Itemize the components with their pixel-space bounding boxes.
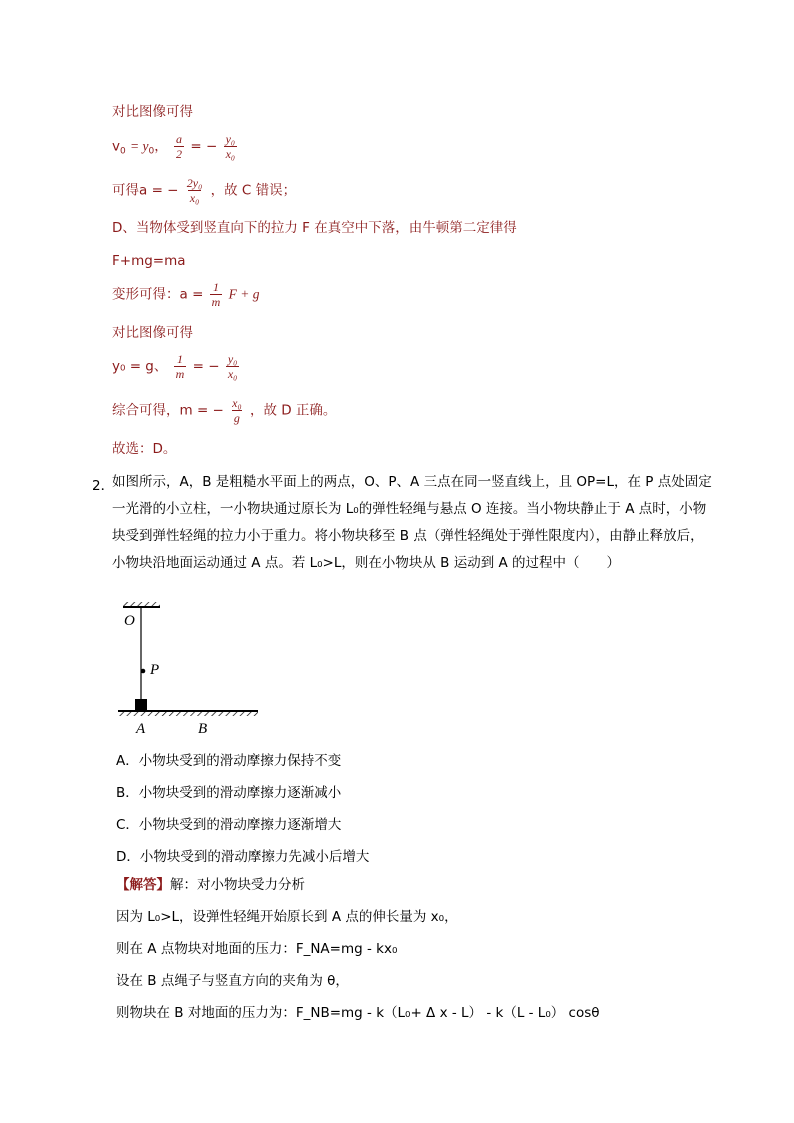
- solution-line-10: 故选：D。: [112, 441, 177, 457]
- equals: = −: [190, 138, 218, 155]
- numerator: x₀: [232, 396, 242, 410]
- fraction-a-over-2: [174, 132, 184, 161]
- solution-line-6: [112, 280, 260, 309]
- fraction-2y0-over-x0: [185, 176, 205, 205]
- solution-line-7: 对比图像可得: [112, 325, 193, 341]
- solution-line-5: F+mg=ma: [112, 253, 186, 269]
- solution-line-8: [112, 352, 241, 381]
- subscript: 0: [120, 146, 126, 157]
- numerator: 1: [213, 280, 219, 294]
- small-block: [135, 699, 147, 711]
- numerator: 2y₀: [186, 176, 203, 190]
- numerator: y₀: [225, 132, 236, 146]
- denominator: 2: [176, 147, 183, 161]
- text: 可得a = −: [112, 182, 179, 199]
- question-number: 2．: [92, 478, 115, 494]
- label-o: O: [124, 613, 135, 629]
- answer-line-4: 设在 B 点绳子与竖直方向的夹角为 θ，: [116, 973, 349, 989]
- answer-line-5: 则物块在 B 对地面的压力为：F_NB=mg - k（L₀+ Δ x - L） - k（L - L₀） cosθ: [116, 1005, 600, 1021]
- solution-line-4: D、当物体受到竖直向下的拉力 F 在真空中下落，由牛顿第二定律得: [112, 220, 517, 236]
- denominator: m: [211, 295, 221, 309]
- solution-line-9: [112, 396, 336, 425]
- text: y₀ = g、: [112, 358, 168, 375]
- label-p: P: [150, 662, 160, 678]
- text: ，故 D 正确。: [249, 402, 337, 419]
- denominator: m: [175, 367, 185, 381]
- subscript: 0: [148, 146, 155, 157]
- fraction-1-over-m: [174, 352, 187, 381]
- denominator: x₀: [227, 367, 238, 381]
- numerator: y₀: [227, 352, 238, 366]
- separator: ，: [154, 138, 168, 155]
- ground-hatch: [118, 711, 258, 716]
- text-eq: = y: [130, 138, 149, 154]
- denominator: x₀: [189, 191, 200, 205]
- numerator: a: [176, 132, 183, 146]
- answer-line-2: 因为 L₀>L，设弹性轻绳开始原长到 A 点的伸长量为 x₀，: [116, 909, 458, 925]
- label-a: A: [136, 721, 146, 737]
- text: 综合可得，m = −: [112, 402, 224, 419]
- solution-line-3: [112, 176, 296, 205]
- fraction-1-over-m: [210, 280, 223, 309]
- option-d: D．小物块受到的滑动摩擦力先减小后增大: [116, 849, 370, 865]
- text: ，故 C 错误；: [210, 182, 297, 199]
- text: F + g: [228, 286, 260, 302]
- physics-figure: [115, 600, 265, 740]
- option-b: B．小物块受到的滑动摩擦力逐渐减小: [116, 785, 342, 801]
- text-v: v: [112, 138, 120, 155]
- question-text: 如图所示，A，B 是粗糙水平面上的两点，O、P、A 三点在同一竖直线上，且 OP=L，在 P 点处固定一光滑的小立柱，一小物块通过原长为 L₀的弹性轻绳与悬点 O 连接。当小物块静止于 A 点时，小物块受到弹性轻绳的拉力小于重力。将小物块移至 B 点（弹性轻绳处于弹性限度内），由静止释放后，小物块沿地面运动通过 A 点。若 L₀>L，则在小物块从 B 运动到 A 的过程中（ ）: [112, 474, 712, 571]
- text: 变形可得：a =: [112, 286, 208, 303]
- denominator: g: [233, 411, 240, 425]
- numerator: 1: [177, 352, 183, 366]
- solution-line-2: [112, 132, 239, 161]
- label-b: B: [198, 721, 208, 737]
- fraction-y0-over-x0: [224, 132, 238, 161]
- pillar-p-dot: [141, 669, 146, 674]
- option-a: A．小物块受到的滑动摩擦力保持不变: [116, 753, 342, 769]
- answer-tag: 【解答】: [116, 877, 170, 893]
- answer-line-1: [116, 876, 305, 894]
- denominator: x₀: [225, 147, 236, 161]
- fraction-y0-over-x0: [226, 352, 240, 381]
- solution-line-1: 对比图像可得: [112, 104, 193, 120]
- answer-text: 解：对小物块受力分析: [170, 877, 305, 893]
- option-c: C．小物块受到的滑动摩擦力逐渐增大: [116, 817, 342, 833]
- equals: = −: [192, 358, 220, 375]
- fraction-x0-over-g: [230, 396, 244, 425]
- answer-line-3: 则在 A 点物块对地面的压力：F_NA=mg - kx₀: [116, 941, 398, 957]
